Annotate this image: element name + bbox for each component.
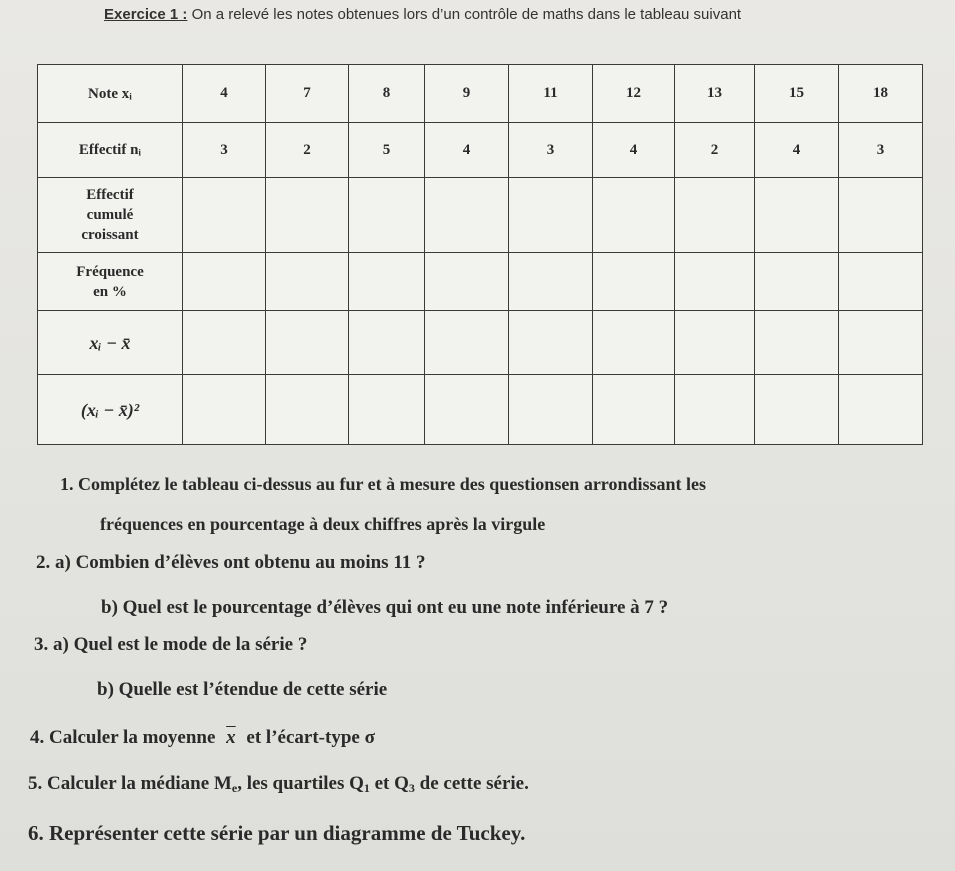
quartile-3-subscript: 3: [408, 781, 415, 795]
table-cell: 5: [349, 123, 425, 178]
empty-cell: [593, 178, 675, 253]
empty-cell: [675, 253, 755, 311]
empty-cell: [349, 178, 425, 253]
empty-cell: [266, 375, 349, 445]
question-4-text: 4. Calculer la moyenne: [30, 727, 216, 748]
question-5: [28, 773, 529, 796]
table-cell: 4: [755, 123, 839, 178]
row-header-cumulative: [38, 178, 183, 253]
table-cell: 4: [425, 123, 509, 178]
empty-cell: [509, 178, 593, 253]
row-header-effectif: Effectif nᵢ: [38, 123, 183, 178]
empty-cell: [839, 178, 923, 253]
empty-cell: [266, 253, 349, 311]
empty-cell: [425, 311, 509, 375]
empty-cell: [509, 311, 593, 375]
empty-cell: [839, 311, 923, 375]
empty-cell: [675, 178, 755, 253]
table-row-deviation: [38, 311, 923, 375]
table-cell: 12: [593, 65, 675, 123]
empty-cell: [266, 178, 349, 253]
empty-cell: [839, 253, 923, 311]
table-cell: 4: [183, 65, 266, 123]
empty-cell: [509, 253, 593, 311]
table-cell: 4: [593, 123, 675, 178]
row-header-frequency: [38, 253, 183, 311]
empty-cell: [183, 375, 266, 445]
empty-cell: [755, 178, 839, 253]
row-header-deviation: xᵢ − x̄: [38, 311, 183, 375]
empty-cell: [266, 311, 349, 375]
empty-cell: [675, 375, 755, 445]
table-cell: 2: [266, 123, 349, 178]
empty-cell: [183, 311, 266, 375]
header-line: Effectif: [86, 187, 134, 203]
question-6: 6. Représenter cette série par un diagramme de Tuckey.: [28, 821, 526, 845]
table-cell: 2: [675, 123, 755, 178]
grades-table: [37, 64, 923, 445]
table-cell: 18: [839, 65, 923, 123]
table-cell: 3: [183, 123, 266, 178]
row-header-note: Note xᵢ: [38, 65, 183, 123]
empty-cell: [183, 178, 266, 253]
exercise-intro-text: On a relevé les notes obtenues lors d’un contrôle de maths dans le tableau suivant: [191, 6, 742, 23]
quartile-1-subscript: 1: [363, 781, 370, 795]
empty-cell: [349, 375, 425, 445]
empty-cell: [593, 253, 675, 311]
table-row-cumulative: [38, 178, 923, 253]
empty-cell: [425, 375, 509, 445]
table-row-frequency: [38, 253, 923, 311]
exercise-intro: [104, 6, 864, 24]
empty-cell: [183, 253, 266, 311]
question-1-line-2: fréquences en pourcentage à deux chiffres après la virgule: [100, 514, 546, 534]
question-2a: 2. a) Combien d’élèves ont obtenu au moins 11 ?: [36, 552, 426, 573]
table-cell: 11: [509, 65, 593, 123]
empty-cell: [755, 375, 839, 445]
empty-cell: [425, 253, 509, 311]
table-cell: 13: [675, 65, 755, 123]
table-row-squared-deviation: [38, 375, 923, 445]
header-line: croissant: [81, 227, 139, 243]
question-5-part: , les quartiles Q: [237, 773, 364, 794]
table-cell: 3: [839, 123, 923, 178]
header-line: Fréquence: [76, 263, 144, 280]
median-subscript: e: [231, 781, 238, 795]
table-cell: 3: [509, 123, 593, 178]
empty-cell: [839, 375, 923, 445]
table-cell: 9: [425, 65, 509, 123]
empty-cell: [509, 375, 593, 445]
empty-cell: [755, 253, 839, 311]
empty-cell: [425, 178, 509, 253]
empty-cell: [593, 311, 675, 375]
header-line: en %: [93, 283, 127, 300]
empty-cell: [349, 311, 425, 375]
question-4-text-after: et l’écart-type σ: [246, 727, 375, 748]
table-cell: 8: [349, 65, 425, 123]
question-4: [30, 727, 375, 749]
question-3b: b) Quelle est l’étendue de cette série: [97, 679, 388, 700]
question-2b: b) Quel est le pourcentage d’élèves qui ont eu une note inférieure à 7 ?: [101, 597, 669, 618]
question-5-part: et Q: [369, 773, 409, 794]
question-5-part: 5. Calculer la médiane M: [28, 773, 232, 794]
row-header-squared-deviation: (xᵢ − x̄)²: [38, 375, 183, 445]
empty-cell: [755, 311, 839, 375]
table-cell: 7: [266, 65, 349, 123]
exercise-label: Exercice 1 :: [104, 6, 188, 23]
table-cell: 15: [755, 65, 839, 123]
header-line: cumulé: [86, 207, 134, 223]
empty-cell: [593, 375, 675, 445]
question-5-part: de cette série.: [414, 773, 529, 794]
question-3a: 3. a) Quel est le mode de la série ?: [34, 634, 308, 655]
empty-cell: [349, 253, 425, 311]
mean-symbol: $\overline{x}$: [226, 727, 236, 748]
question-1-line-1: 1. Complétez le tableau ci-dessus au fur et à mesure des questionsen arrondissant les: [60, 474, 707, 494]
table-row-notes: [38, 65, 923, 123]
empty-cell: [675, 311, 755, 375]
table-row-effectifs: [38, 123, 923, 178]
